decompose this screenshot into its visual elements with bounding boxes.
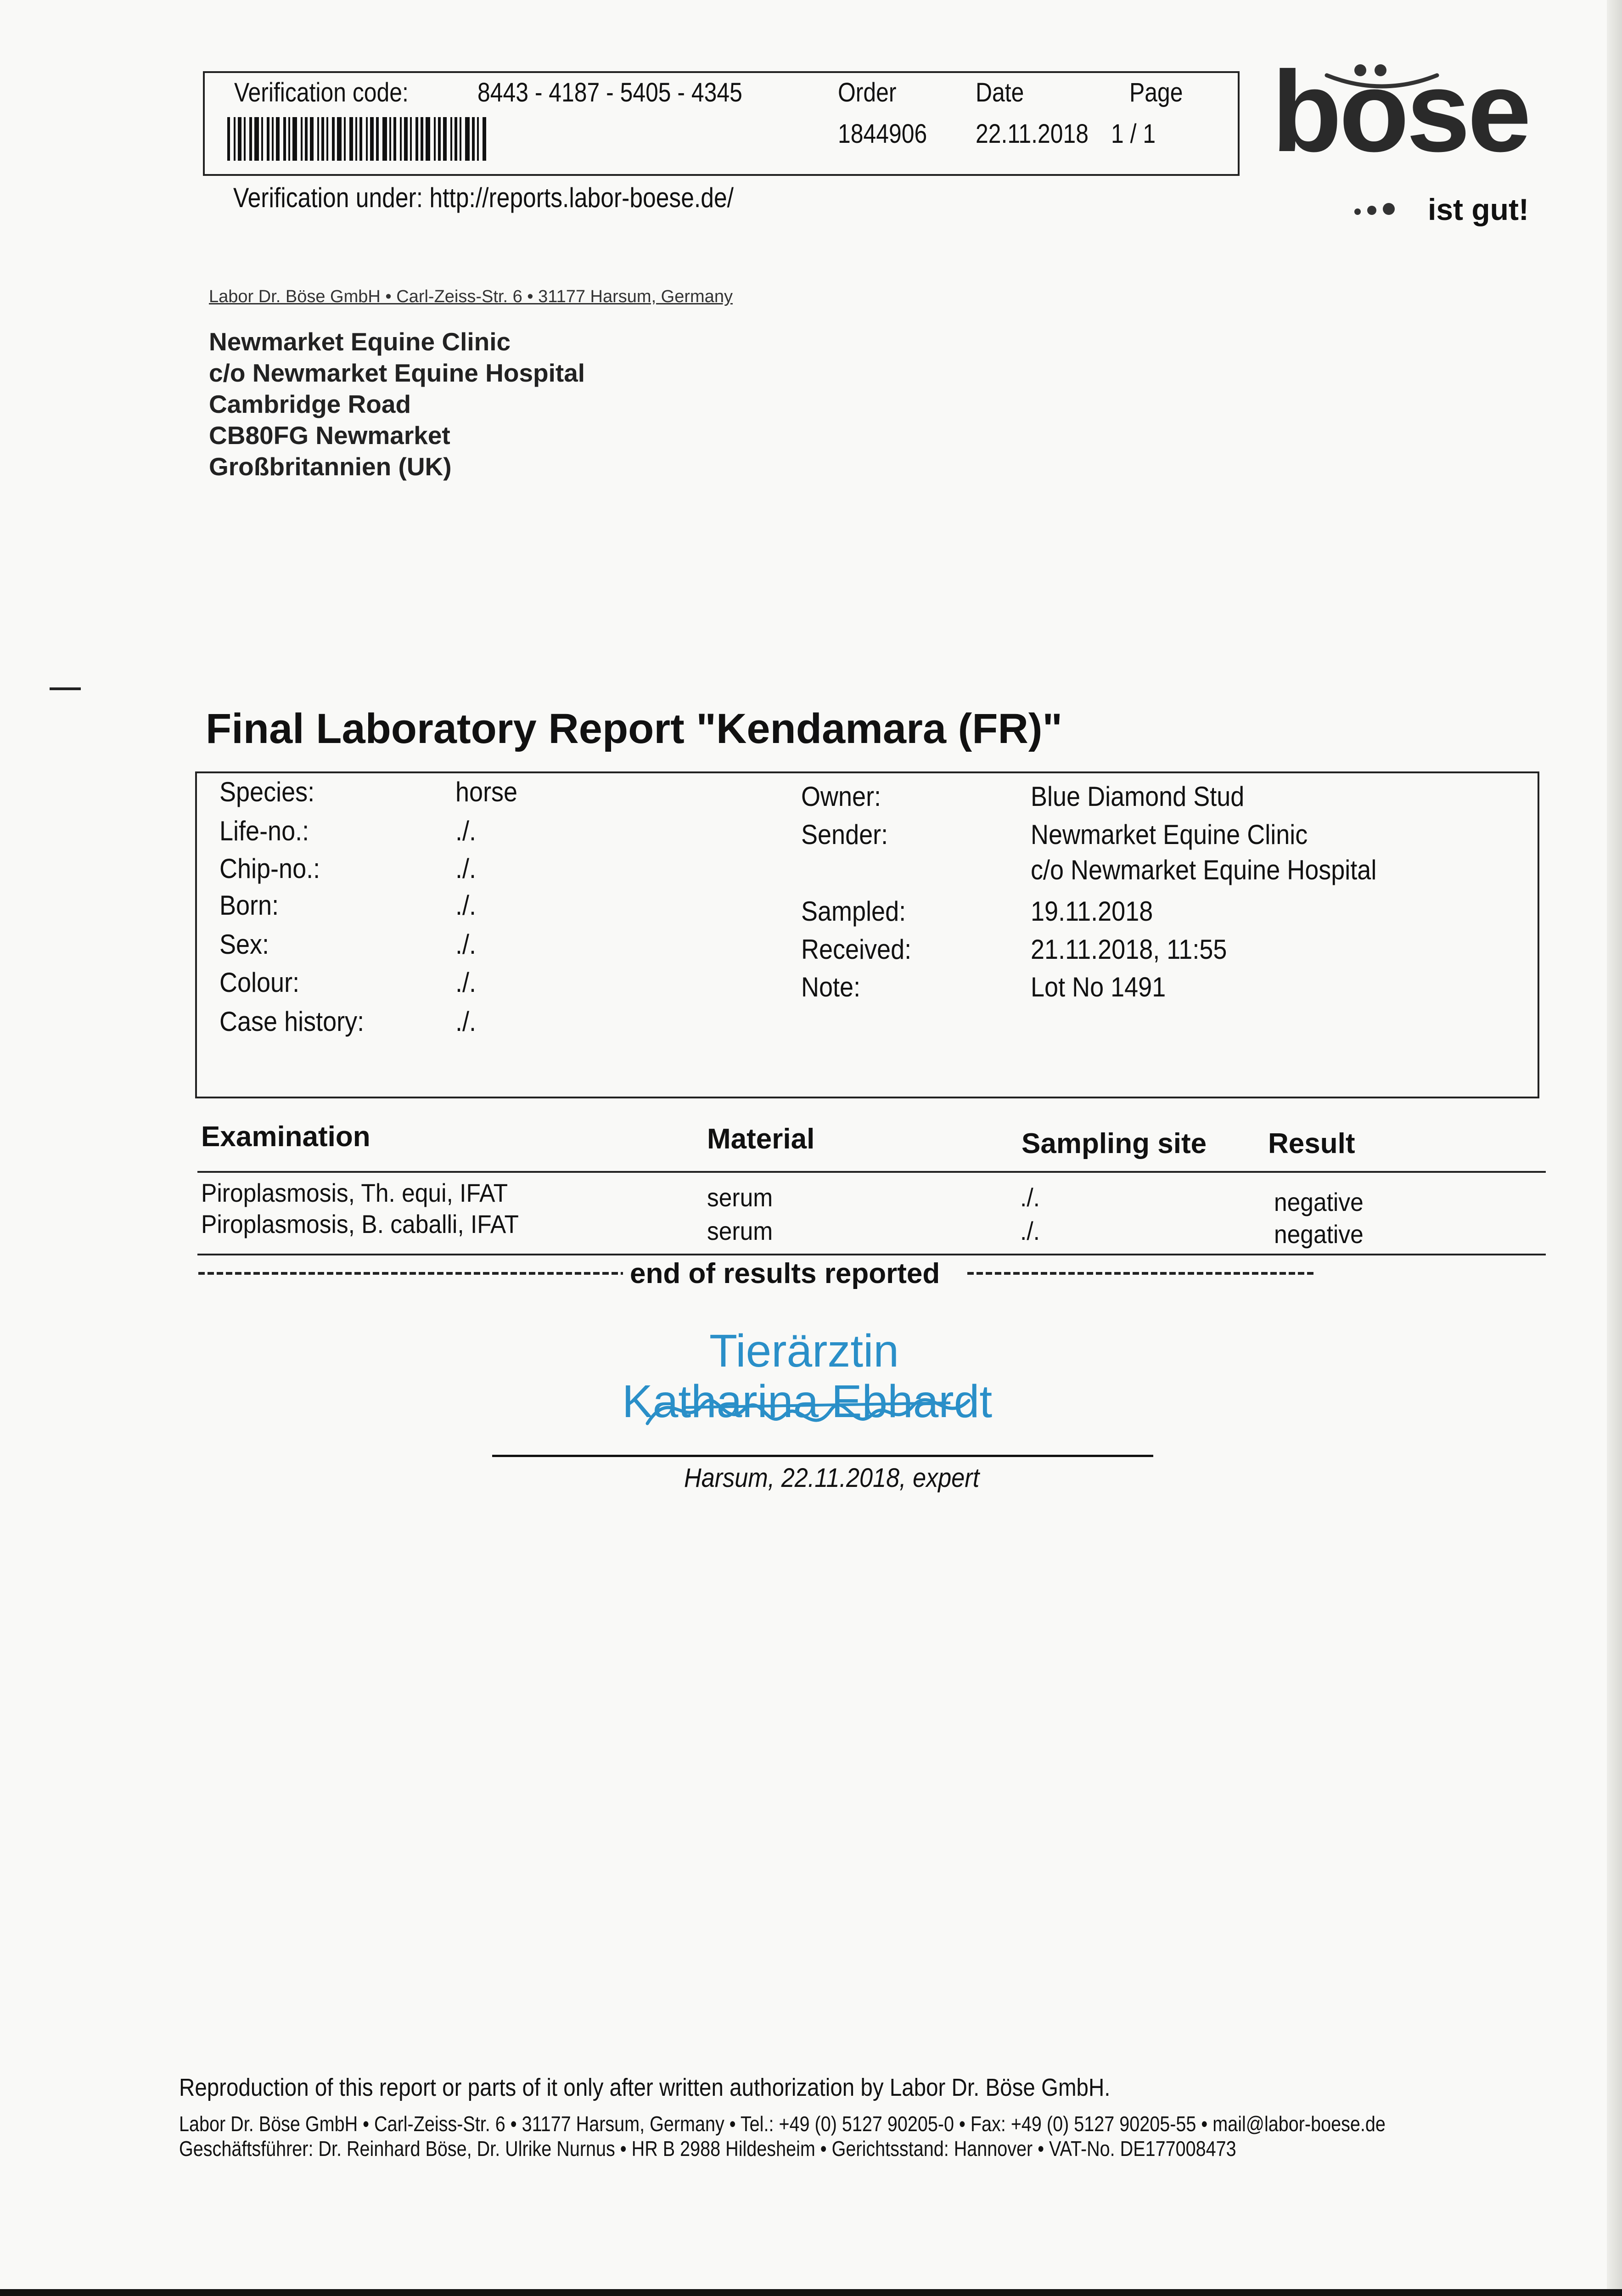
report-title: Final Laboratory Report "Kendamara (FR)" (206, 705, 1063, 752)
col-header-examination: Examination (201, 1121, 370, 1153)
note-value: Lot No 1491 (1031, 972, 1166, 1002)
scan-edge (1607, 0, 1622, 2296)
end-of-results-label: end of results reported (630, 1258, 940, 1289)
verification-url: Verification under: http://reports.labor-boese.de/ (233, 182, 734, 213)
tagline-dots-icon (1354, 203, 1395, 217)
recipient-line-1: Newmarket Equine Clinic (209, 327, 511, 356)
sender-line: Labor Dr. Böse GmbH • Carl-Zeiss-Str. 6 • 31177 Harsum, Germany (209, 287, 733, 306)
logo-tagline: ist gut! (1428, 192, 1529, 226)
fold-mark (50, 687, 81, 690)
table-row-1-site: ./. (1020, 1183, 1040, 1212)
barcode (227, 117, 565, 161)
table-row-2-material: serum (707, 1216, 773, 1245)
date-label: Date (976, 78, 1024, 107)
born-label: Born: (219, 890, 279, 921)
logo-wordmark: bose (1272, 47, 1529, 175)
scan-bottom-edge (0, 2289, 1622, 2296)
sender-value-line-2: c/o Newmarket Equine Hospital (1031, 855, 1377, 885)
page-value: 1 / 1 (1111, 119, 1156, 149)
case-history-label: Case history: (219, 1006, 365, 1037)
sampled-label: Sampled: (801, 896, 906, 927)
case-history-value: ./. (455, 1006, 477, 1037)
chip-no-value: ./. (455, 853, 477, 884)
owner-label: Owner: (801, 781, 881, 812)
footer-reproduction-note: Reproduction of this report or parts of it only after written authorization by Labor Dr. Böse GmbH. (179, 2074, 1111, 2101)
colour-label: Colour: (219, 967, 300, 998)
signature-caption: Harsum, 22.11.2018, expert (684, 1463, 980, 1493)
table-row-1-material: serum (707, 1183, 773, 1212)
footer-contact: Labor Dr. Böse GmbH • Carl-Zeiss-Str. 6 • 31177 Harsum, Germany • Tel.: +49 (0) 5127 90205-0 • Fax: +49 (0) 5127 90205-55 • mail@labor-boese.de (179, 2112, 1386, 2136)
life-no-label: Life-no.: (219, 816, 309, 846)
col-header-sampling-site: Sampling site (1021, 1128, 1207, 1159)
handwritten-signature (629, 1359, 1019, 1460)
chip-no-label: Chip-no.: (219, 853, 320, 884)
life-no-value: ./. (455, 816, 477, 846)
recipient-line-2: c/o Newmarket Equine Hospital (209, 359, 585, 387)
table-row-1-examination: Piroplasmosis, Th. equi, IFAT (201, 1178, 508, 1207)
table-row-1-result: negative (1274, 1187, 1364, 1216)
sex-label: Sex: (219, 929, 269, 960)
table-row-2-site: ./. (1020, 1216, 1040, 1245)
sender-label: Sender: (801, 819, 888, 850)
table-footer-rule (197, 1254, 1546, 1255)
end-dash-left (198, 1272, 623, 1275)
species-value: horse (455, 777, 518, 807)
verification-label: Verification code: (234, 78, 409, 107)
sampled-value: 19.11.2018 (1031, 896, 1153, 927)
page-label: Page (1129, 78, 1183, 107)
note-label: Note: (801, 972, 861, 1002)
sex-value: ./. (455, 929, 477, 960)
born-value: ./. (455, 890, 477, 921)
sender-value-line-1: Newmarket Equine Clinic (1031, 819, 1308, 850)
verification-code: 8443 - 4187 - 5405 - 4345 (477, 78, 742, 107)
stamp-title: Tierärztin (709, 1325, 899, 1377)
received-label: Received: (801, 934, 912, 965)
order-value: 1844906 (838, 119, 927, 149)
stamp-name: Katharina Ebhardt (622, 1376, 993, 1427)
col-header-material: Material (707, 1123, 815, 1155)
table-header-rule (197, 1171, 1546, 1173)
order-label: Order (838, 78, 897, 107)
recipient-line-3: Cambridge Road (209, 390, 411, 418)
table-row-2-examination: Piroplasmosis, B. caballi, IFAT (201, 1210, 519, 1238)
colour-value: ./. (455, 967, 477, 998)
table-row-2-result: negative (1274, 1220, 1364, 1249)
recipient-line-4: CB80FG Newmarket (209, 421, 450, 450)
signature-line (492, 1455, 1153, 1457)
received-value: 21.11.2018, 11:55 (1031, 934, 1227, 965)
date-value: 22.11.2018 (976, 119, 1089, 149)
footer-legal: Geschäftsführer: Dr. Reinhard Böse, Dr. Ulrike Nurnus • HR B 2988 Hildesheim • Gerichtsstand: Hannover • VAT-No. DE177008473 (179, 2137, 1236, 2161)
species-label: Species: (219, 777, 315, 807)
end-dash-right (967, 1272, 1316, 1275)
owner-value: Blue Diamond Stud (1031, 781, 1245, 812)
recipient-line-5: Großbritannien (UK) (209, 452, 452, 481)
col-header-result: Result (1268, 1128, 1355, 1159)
